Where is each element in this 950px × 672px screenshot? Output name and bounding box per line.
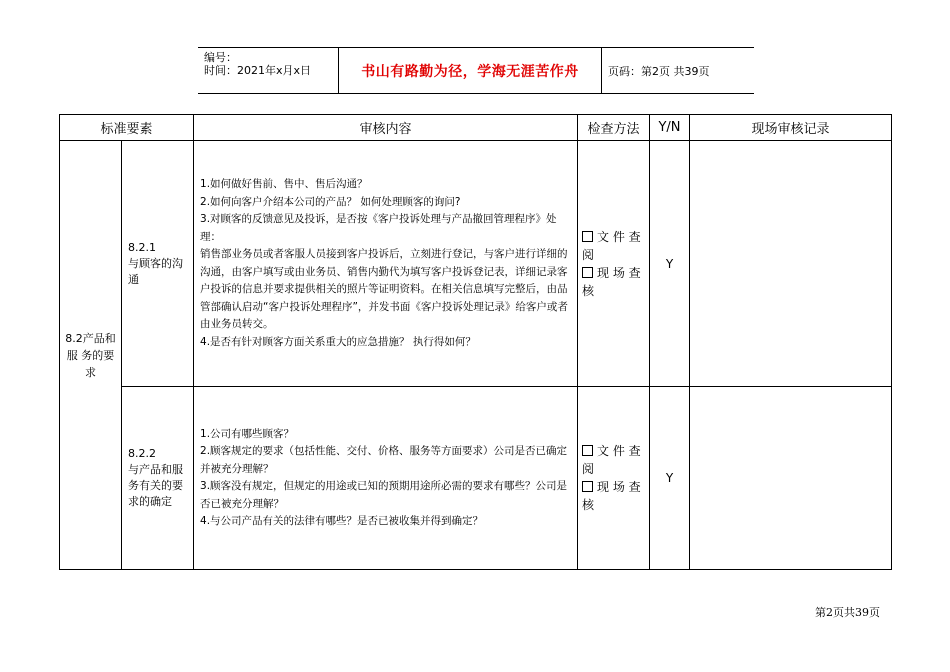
header-meta-cell xyxy=(198,48,339,93)
table-header-row xyxy=(60,115,892,141)
header-yn: Y/N xyxy=(650,115,690,141)
content-line: 4.是否有针对顾客方面关系重大的应急措施？ 执行得如何？ xyxy=(200,335,476,348)
document-time-label: 时间：2021年x月x日 xyxy=(204,64,312,77)
method-label: 文 件 查 阅 xyxy=(582,444,641,476)
header-check-method: 检查方法 xyxy=(578,115,650,141)
checkbox-icon[interactable] xyxy=(582,231,593,242)
content-line: 1.公司有哪些顾客？ xyxy=(200,427,295,440)
header-audit-content: 审核内容 xyxy=(194,115,578,141)
document-header xyxy=(198,47,754,94)
table-row xyxy=(60,387,892,570)
header-onsite-record: 现场审核记录 xyxy=(690,115,892,141)
method-label: 现 场 查 核 xyxy=(582,480,641,512)
content-line: 1.如何做好售前、售中、售后沟通？ xyxy=(200,178,368,190)
header-page-label: 页码：第2页 共39页 xyxy=(608,64,710,78)
method-option[interactable] xyxy=(582,228,645,264)
checkbox-icon[interactable] xyxy=(582,481,593,492)
table-row xyxy=(60,141,892,387)
yn-cell: Y xyxy=(650,141,690,387)
clause-cell xyxy=(122,387,194,570)
header-standard-element: 标准要素 xyxy=(60,115,194,141)
clause-cell xyxy=(122,141,194,387)
check-method-cell xyxy=(578,141,650,387)
checkbox-icon[interactable] xyxy=(582,445,593,456)
clause-code: 8.2.1 xyxy=(128,240,156,254)
method-option[interactable] xyxy=(582,442,645,478)
checkbox-icon[interactable] xyxy=(582,267,593,278)
content-line: 销售部业务员或者客服人员接到客户投诉后，立刻进行登记，与客户进行详细的沟通，由客户填写或由业务员、销售内勤代为填写客户投诉登记表，详细记录客户投诉的信息并要求提供相关的照片等证明资料。在相关信息填写完整后，由品管部确认启动“客户投诉处理程序”，并发书面《客户投诉处理记录》给客户或者由业务员转交。 xyxy=(200,248,568,330)
group-label-cell xyxy=(60,141,122,570)
group-label: 8.2产品和服 务的要求 xyxy=(65,331,116,379)
header-motto-cell xyxy=(339,48,602,93)
onsite-record-cell[interactable] xyxy=(690,141,892,387)
method-option[interactable] xyxy=(582,478,645,514)
yn-cell: Y xyxy=(650,387,690,570)
document-number-label: 编号： xyxy=(204,51,237,64)
content-line: 3.顾客没有规定，但规定的用途或已知的预期用途所必需的要求有哪些？公司是否已被充分理解？ xyxy=(200,480,568,510)
clause-code: 8.2.2 xyxy=(128,447,156,460)
content-line: 4.与公司产品有关的法律有哪些？是否已被收集并得到确定？ xyxy=(200,515,484,527)
method-label: 文 件 查 阅 xyxy=(582,229,641,262)
audit-content-cell xyxy=(194,141,578,387)
onsite-record-cell[interactable] xyxy=(690,387,892,570)
check-method-cell xyxy=(578,387,650,570)
clause-title: 与顾客的沟通 xyxy=(128,256,183,286)
motto-text: 书山有路勤为径，学海无涯苦作舟 xyxy=(361,63,579,80)
audit-table xyxy=(59,114,892,570)
header-page-cell xyxy=(602,48,754,93)
content-line: 3.对顾客的反馈意见及投诉，是否按《客户投诉处理与产品撤回管理程序》处理： xyxy=(200,213,557,243)
footer-page-number: 第2页共39页 xyxy=(815,606,880,619)
content-line: 2.如何向客户介绍本公司的产品？ 如何处理顾客的询问? xyxy=(200,195,461,208)
method-label: 现 场 查 核 xyxy=(582,265,641,298)
audit-content-cell xyxy=(194,387,578,570)
content-line: 2.顾客规定的要求（包括性能、交付、价格、服务等方面要求）公司是否已确定并被充分理解？ xyxy=(200,445,568,475)
method-option[interactable] xyxy=(582,264,645,300)
clause-title: 与产品和服务有关的要求的确定 xyxy=(128,463,183,508)
